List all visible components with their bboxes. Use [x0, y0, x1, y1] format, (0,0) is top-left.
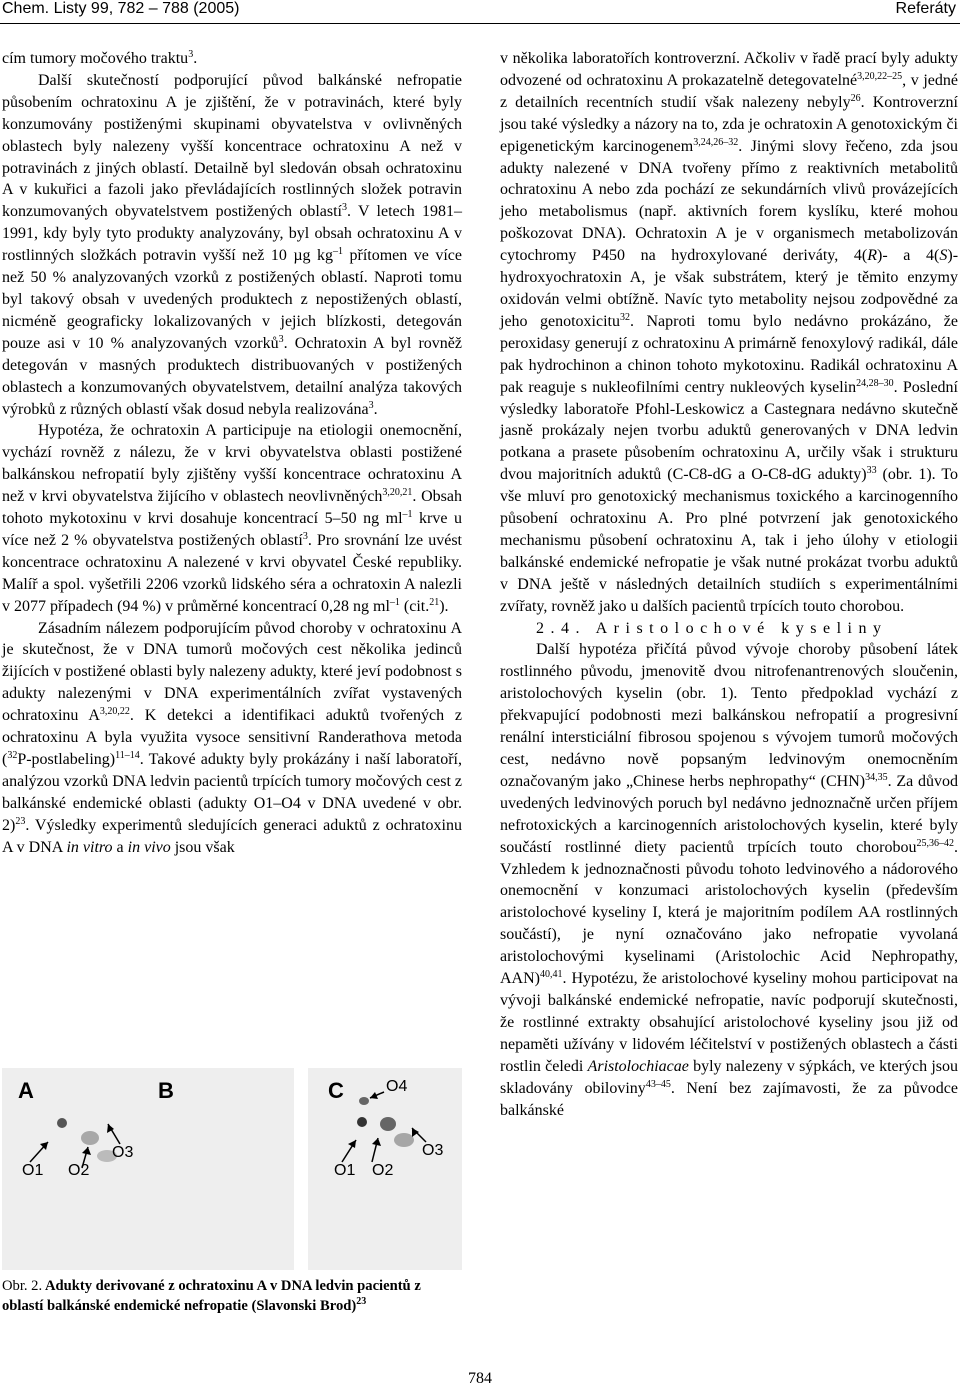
adduct-spot [57, 1118, 67, 1128]
right-column [500, 48, 958, 1121]
section-heading: 2.4. Aristolochové kyseliny [536, 619, 888, 637]
paragraph-controversy: v několika laboratořích kontroverzní. Ačkoliv v řadě prací byly adukty odvozené od ochratoxinu A prokazatelně detegovatelné$^{3,20,22-25}$, v jedné z detailních recentních studií však nalezeny nebyly$^{26}$. Kontroverzní jsou také výsledky a názory na to, zda je ochratoxin A genotoxickým či epigenetickým karcinogenem$^{3,24,26-32}$. Jinými slovy řečeno, zda jsou adukty nalezené v DNA tvořeny přímo z reaktivních metabolitů ochratoxinu A nebo zda pochází ze sekundárních vlivů provázejících jeho metabolismus (např. aktivních forem kyslíku, které mohou poškozovat DNA). Ochratoxin A je v organismech metabolizován cytochromy P450 na hydroxylované deriváty, 4(R)- a 4(S)-hydroxyochratoxin A, je však substrátem, který je těmito enzymy oxidován velmi obtížně. Navíc tyto metabolity nejsou zodpovědné za jeho genotoxicitu$^{32}$. Naproti tomu bylo nedávno prokázáno, že peroxidasy generují z ochratoxinu A primárně fenoxylový radikál, dále pak hydrochinon a chinon tohoto mykotoxinu. Radikál ochratoxinu A pak reaguje s nukleofilními centry nukleových kyselin$^{24,28-30}$. Poslední výsledky laboratoře Pfohl-Leskowicz a Castegnara nedávno skutečně jasně prokázaly nejen tvorbu aduktů generovaných v DNA ledvin potkana a prasete působením ochratoxinu A, určily však i strukturu dvou majoritních aduktů (C-C8-dG a O-C8-dG adukty)$^{33}$ (obr. 1). To vše mluví pro genotoxický mechanismus toxického a karcinogenního působení ochratoxinu A. Pro plné potvrzení jak genotoxického mechanismu působení ochratoxinu A, tak i jeho úlohy v etiologii balkánské endemické nefropatie je však nutné prokázat tvorbu aduktů v DNA ještě v následných detailních studiích s experimentálními zvířaty, rovněž jako u dalších pacientů trpících touto chorobou. [500, 50, 959, 615]
panel-label-b: B [158, 1078, 174, 1103]
arrow-o2-head [82, 1147, 91, 1155]
adduct-spot [359, 1097, 369, 1105]
adduct-spot [357, 1117, 367, 1127]
journal-citation: Chem. Listy 99, 782 – 788 (2005) [2, 0, 240, 17]
paragraph-food-contamination: Další skutečností podporující původ balkánské nefropatie působením ochratoxinu A je zjištění, že v potravinách, které byly konzumovány postiženými skupinami obyvatelstva v ovlivněných oblastech byly nalezeny vyšší koncentrace ochratoxinu A než v potravinách z jiných oblastí. Detailně byl sledován obsah ochratoxinu A v kukuřici a fazoli jako převládajících rostlinných složek potravin konzumovaných obyvatelstvem postižených oblastí$^3$. V letech 1981–1991, kdy byly tyto produkty analyzovány, byl obsah ochratoxinu A v rostlinných složkách potravin vyšší než 10 µg $kg^{-1}$ přítomen ve více než 50 % analyzovaných vzorků z postižených oblastí. Naproti tomu byl takový obsah v uvedených produktech z nepostižených oblastí, nicméně geograficky lokalizovaných v jejich blízkosti, detegován pouze asi v 10 % analyzovaných vzorků$^3$. Ochratoxin A byl rovněž detegován v masných produktech distribuovaných v postižených oblastech a konzumovaných obyvatelstvem, detailní analýza takových výrobků z různých oblastí však dosud nebyla realizována$^3$. [2, 71, 463, 418]
spot-label-o2: O2 [372, 1162, 394, 1179]
arrow-o2-head [372, 1138, 381, 1146]
arrow-o3-head [412, 1128, 419, 1137]
adduct-spot [394, 1133, 414, 1147]
left-column [2, 48, 462, 859]
panel-label-c: C [328, 1078, 344, 1103]
spot-label-o1: O1 [22, 1162, 44, 1179]
paragraph-dna-adducts: Zásadním nálezem podporujícím původ choroby v ochratoxinu A je skutečnost, že v DNA tumorů močových cest několika jedinců žijících v postižené oblasti byly nalezeny adukty, které jeví podobnost s adukty nalezenými v DNA experimentálních zvířat vystavených ochratoxinu A$^{3,20,22}$. K detekci a identifikaci aduktů tvořených z ochratoxinu A byla využita vysoce sensitivní Randerathova metoda ($^{32}$P-postlabeling)$^{11-14}$. Takové adukty byly prokázány i naší laboratoří, analýzou vzorků DNA ledvin pacientů trpících tumory močových cest z balkánské endemické oblasti (adukty O1–O4 v DNA uvedené v obr. 2)$^{23}$. Výsledky experimentů sledujících generaci aduktů z ochratoxinu A v DNA in vitro a in vivo jsou však [2, 619, 462, 856]
spot-label-o4: O4 [386, 1078, 408, 1095]
spot-label-o2: O2 [68, 1162, 90, 1179]
panel-label-a: A [18, 1078, 34, 1103]
spot-label-o3: O3 [422, 1142, 444, 1159]
page-number: 784 [468, 1370, 492, 1387]
page-header [0, 0, 960, 22]
figure-adduct-autoradiographs [2, 1068, 462, 1270]
paragraph-aristolochic-acids: Další hypotéza přičítá původ vývoje choroby působení látek rostlinného původu, jmenovitě dvou nitrofenantrenových sloučenin, aristolochových kyselin (obr. 1). Tento předpoklad vychází z překvapující podobnosti mezi balkánskou nefropatií a progresivní renální intersticiální fibrosou spojenou s vývojem tumorů močových cest, nedávno nově popsaným ledvinovým onemocněním označovaným jako „Chinese herbs nephropathy“ (CHN)$^{34,35}$. Za důvod uvedených ledvinových poruch byl nedávno jednoznačně určen příjem nefrotoxických a karcinogenních aristolochových kyselin, které byly součástí rostlinné diety pacientů trpících touto chorobou$^{25,36-42}$. Vzhledem k jednoznačnosti původu tohoto ledvinového a nádorového onemocnění v konzumaci aristolochových kyselin (především aristolochové kyseliny I, která je majoritním podílem AA rostlinných součástí), je nyní označováno jako nefropatie vyvolaná aristolochovými kyselinami (Aristolochic Acid Nephropathy, AAN)$^{40,41}$. Hypotézu, že aristolochové kyseliny mohou participovat na vývoji balkánské endemické nefropatie, navíc podporují skutečnosti, že rostlinné extrakty obsahující aristolochové kyseliny jsou již od nepaměti užívány v lidovém léčitelství v postižených oblastech a části rostlin čeledi Aristolochiacae byly nalezeny v sýpkách, ve kterých jsou skladovány obiloviny$^{43-45}$. Není bez zajímavosti, že za původce balkánské [500, 641, 959, 1119]
adduct-spot [380, 1117, 396, 1131]
spot-label-o1: O1 [334, 1162, 356, 1179]
autoradiograph-panel-b [142, 1068, 294, 1270]
section-name: Referáty [895, 0, 956, 17]
paragraph-blood-concentrations: Hypotéza, že ochratoxin A participuje na etiologii onemocnění, vychází rovněž z nálezu, že v krvi obyvatelstva oblasti postižené balkánskou nefropatií byly zjištěny vyšší koncentrace ochratoxinu A než v krvi obyvatelstva žijícího v oblastech neovlivněných$^{3,20,21}$. Obsah tohoto mykotoxinu v krvi dosahuje koncentrací 5–50 ng $ml^{-1}$ krve u více než 2 % obyvatelstva postižených oblastí$^3$. Pro srovnání lze uvést koncentrace ochratoxinu A nalezené v krvi obyvatel České republiky. Malíř a spol. vyšetřili 2206 vzorků lidského séra a ochratoxin A nalezli v 2077 případech (94 %) v průměrné koncentrací 0,28 ng $ml^{-1}$ (cit.$^{21}$). [2, 422, 463, 615]
caption-citation: 23 [356, 1296, 367, 1307]
caption-label: Obr. 2. [2, 1278, 43, 1294]
figure-caption [2, 1276, 462, 1316]
caption-text: Adukty derivované z ochratoxinu A v DNA ledvin pacientů z oblastí balkánské endemické nefropatie (Slavonski Brod) [2, 1278, 421, 1314]
paragraph-continued: cím tumory močového traktu$^3$. [2, 49, 198, 67]
header-rule [0, 23, 960, 24]
autoradiograph-panel-c [308, 1068, 462, 1270]
adduct-spot [81, 1131, 99, 1145]
spot-label-o3: O3 [112, 1144, 134, 1161]
autoradiograph-panel-a [2, 1068, 148, 1270]
